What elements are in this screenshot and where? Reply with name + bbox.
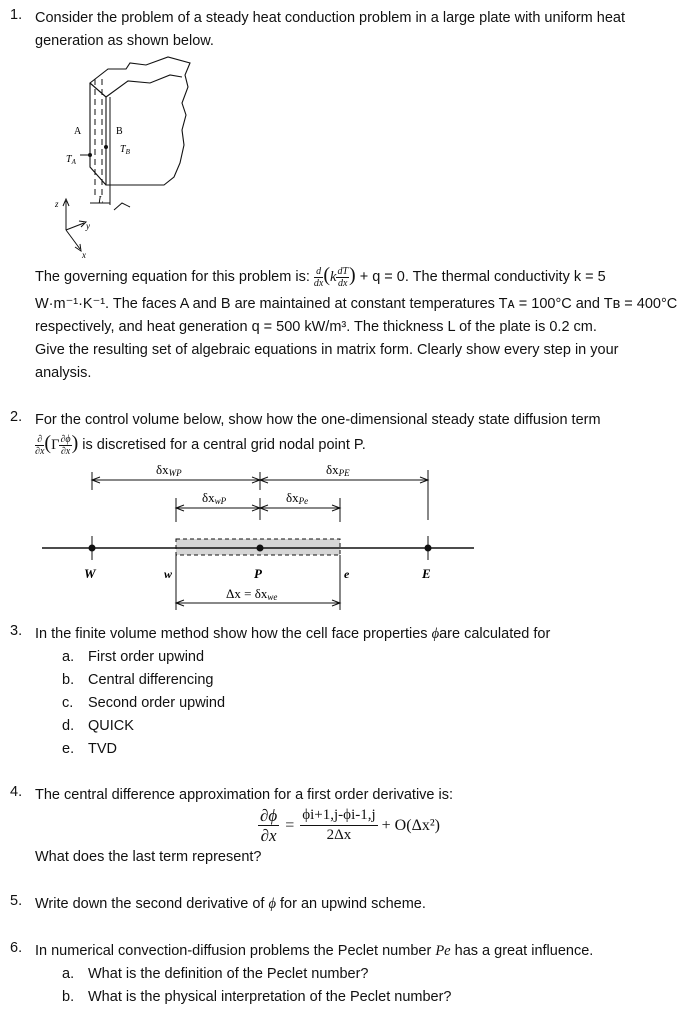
lhs-numerator: ∂ϕ	[260, 806, 278, 825]
face-w-label: w	[164, 567, 173, 581]
dT-dx-fraction: $\frac{dT}{dx}$	[337, 265, 349, 289]
question-4-number: 4.	[10, 784, 23, 800]
question-1-line-4: Give the resulting set of algebraic equations in matrix form. Clearly show every step in your	[35, 342, 619, 358]
question-1-line-5: analysis.	[35, 365, 92, 381]
governing-suffix: + q = 0. The thermal conductivity k = 5	[359, 269, 606, 285]
question-1-line-3: respectively, and heat generation q = 500 kW/m³. The thickness L of the plate is 0.2 cm.	[35, 319, 597, 335]
plate-figure	[50, 55, 210, 260]
label-A: A	[74, 126, 82, 137]
dx-Pe-label: δxPe	[286, 490, 309, 506]
gamma-symbol: Γ	[51, 437, 60, 453]
question-5-line: Write down the second derivative of ϕ for an upwind scheme.	[35, 896, 426, 912]
central-difference-equation	[258, 806, 440, 845]
phi-symbol: ϕ	[268, 896, 276, 912]
k-symbol: k	[330, 269, 337, 285]
face-e-label: e	[344, 567, 350, 581]
axis-x-label: x	[82, 250, 86, 260]
dphi-dx-fraction: $\frac{\partial\phi}{\partial x}$	[60, 433, 71, 457]
governing-prefix: The governing equation for this problem is:	[35, 269, 310, 285]
node-W-label: W	[84, 566, 96, 581]
label-L: L	[98, 195, 104, 206]
axis-z-label: z	[55, 199, 59, 209]
peclet-symbol: Pe	[435, 943, 451, 959]
partial-dx-fraction: $\frac{\partial}{\partial x}$	[35, 433, 45, 457]
question-3-number: 3.	[10, 623, 23, 639]
label-TA: $T_A$	[66, 154, 76, 166]
label-TB: $T_B$	[120, 144, 130, 156]
list-item: b. Central differencing	[62, 672, 214, 688]
list-item: a. What is the definition of the Peclet number?	[62, 966, 369, 982]
phi-symbol: ϕ	[431, 626, 440, 642]
question-1-number: 1.	[10, 7, 23, 23]
question-6-number: 6.	[10, 940, 23, 956]
question-1-intro-line-1: Consider the problem of a steady heat conduction problem in a large plate with uniform heat	[35, 10, 626, 26]
question-4-line-2: What does the last term represent?	[35, 849, 262, 865]
node-P-label: P	[254, 566, 262, 581]
control-volume-figure	[40, 460, 480, 610]
list-item: b. What is the physical interpretation of the Peclet number?	[62, 989, 452, 1005]
question-2-number: 2.	[10, 409, 23, 425]
error-term: + O(Δx²)	[381, 816, 440, 834]
list-item: c. Second order upwind	[62, 695, 226, 711]
question-2-line-2: $\frac{\partial}{\partial x}$ (Γ $\frac{\partial\phi}{\partial x}$ ) is discretised for a central grid nodal point P.	[35, 432, 366, 457]
axis-y-label: y	[86, 221, 90, 231]
dx-PE-label: δxPE	[326, 462, 350, 478]
dx-wP-label: δxwP	[202, 490, 227, 506]
question-1-line-2: W·m⁻¹·K⁻¹. The faces A and B are maintained at constant temperatures Tᴀ = 100°C and Tʙ = 400°C	[35, 296, 678, 312]
dx-WP-label: δxWP	[156, 462, 182, 478]
question-2-line-1: For the control volume below, show how the one-dimensional steady state diffusion term	[35, 412, 601, 428]
question-5-number: 5.	[10, 893, 23, 909]
governing-equation-line: The governing equation for this problem is: $\frac{d}{dx}$ (k $\frac{dT}{dx}$ ) + q = 0. The thermal conductivity k = 5	[35, 264, 606, 289]
question-3-line-1: In the finite volume method show how the cell face properties ϕare calculated for	[35, 626, 551, 642]
equals-sign: =	[285, 816, 295, 834]
d-dx-fraction: $\frac{d}{dx}$	[313, 265, 324, 289]
node-E-label: E	[422, 566, 431, 581]
list-item: e. TVD	[62, 741, 117, 757]
lhs-denominator: ∂x	[260, 826, 277, 845]
question-4-line-1: The central difference approximation for a first order derivative is:	[35, 787, 454, 803]
question-6-line-1: In numerical convection-diffusion problems the Peclet number Pe has a great influence.	[35, 943, 594, 959]
label-B: B	[116, 126, 123, 137]
list-item: a. First order upwind	[62, 649, 205, 665]
question-2-line-2-text: is discretised for a central grid nodal point P.	[82, 437, 366, 453]
list-item: d. QUICK	[62, 718, 134, 734]
question-1-intro-line-2: generation as shown below.	[35, 33, 214, 49]
rhs-denominator: 2Δx	[326, 827, 352, 843]
rhs-numerator: ϕi+1,j-ϕi-1,j	[300, 806, 377, 826]
delta-x-label: Δx = δxwe	[226, 586, 278, 602]
